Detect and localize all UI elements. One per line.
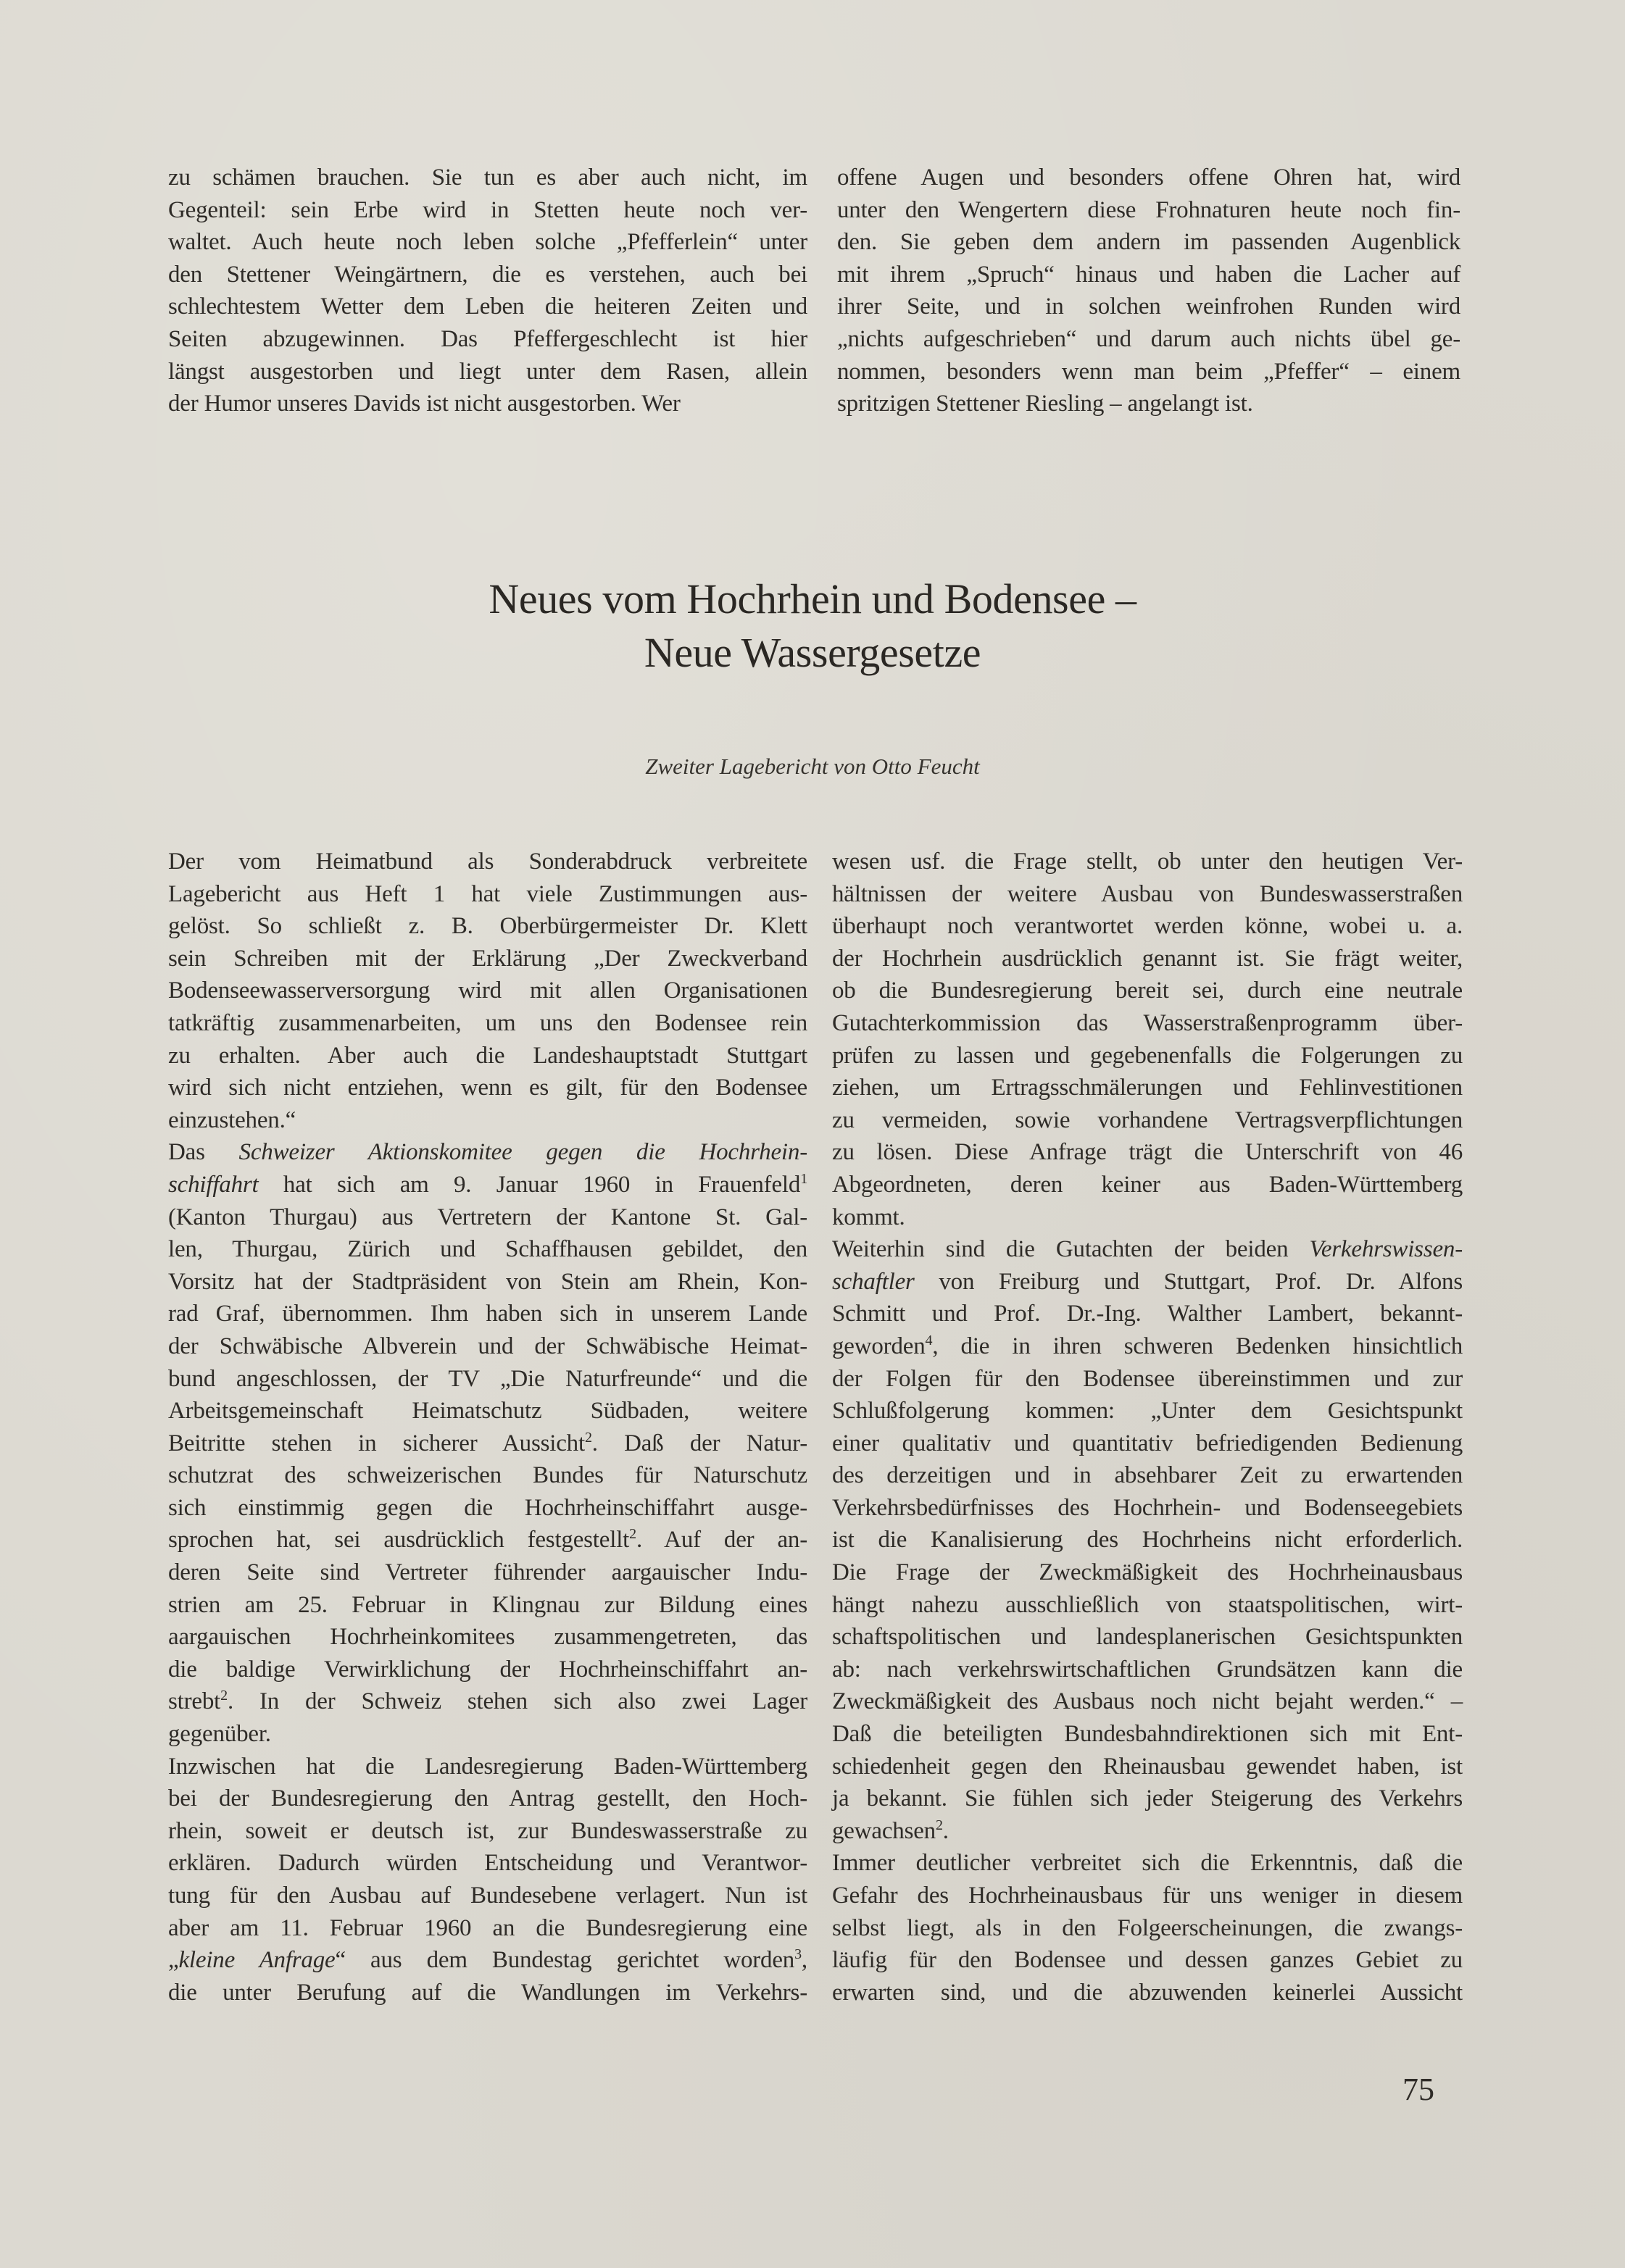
italic-term: schaftler	[832, 1268, 915, 1295]
text-line: schutzrat des schweizerischen Bundes für Naturschutz	[168, 1462, 807, 1489]
text-line: kommt.	[832, 1204, 905, 1230]
text-line: den Stettener Weingärtnern, die es verstehen, auch bei	[168, 261, 807, 288]
text-line: selbst liegt, als in den Folgeerscheinungen, die zwangs-	[832, 1914, 1463, 1941]
text-line: läufig für den Bodensee und dessen ganzes Gebiet zu	[832, 1947, 1463, 1974]
text-line: sein Schreiben mit der Erklärung „Der Zweckverband	[168, 945, 807, 972]
text-line: schiedenheit gegen den Rheinausbau gewendet haben, ist	[832, 1753, 1463, 1780]
italic-term: Verkehrswissen-	[1309, 1236, 1463, 1263]
text-line: Inzwischen hat die Landesregierung Baden-Württemberg	[168, 1753, 807, 1780]
text-line: der Hochrhein ausdrücklich genannt ist. Sie frägt weiter,	[832, 945, 1463, 972]
text-line: unter den Wengertern diese Frohnaturen heute noch fin-	[837, 196, 1460, 223]
text-line: ihrer Seite, und in solchen weinfrohen Runden wird	[837, 293, 1460, 320]
text-line: längst ausgestorben und liegt unter dem Rasen, allein	[168, 358, 807, 385]
text-line: ja bekannt. Sie fühlen sich jeder Steigerung des Verkehrs	[832, 1785, 1463, 1812]
text-line: offene Augen und besonders offene Ohren hat, wird	[837, 164, 1460, 191]
text-line: erwarten sind, und die abzuwenden keinerlei Aussicht	[832, 1979, 1463, 2006]
italic-term: kleine Anfrage	[178, 1947, 336, 1974]
footnote-marker: 2	[935, 1817, 943, 1833]
text-line: des derzeitigen und in absehbarer Zeit zu erwartenden	[832, 1462, 1463, 1489]
text-line: der Folgen für den Bodensee übereinstimmen und zur	[832, 1365, 1463, 1392]
text-line: strebt$^2$. In der Schweiz stehen sich also zwei Lager	[168, 1688, 807, 1715]
text-line: Schmitt und Prof. Dr.-Ing. Walther Lambert, bekannt-	[832, 1301, 1463, 1327]
text-line: Lagebericht aus Heft 1 hat viele Zustimmungen aus-	[168, 880, 807, 907]
text-line: bund angeschlossen, der TV „Die Naturfreunde“ und die	[168, 1365, 807, 1392]
article-title-line-1: Neues vom Hochrhein und Bodensee –	[489, 575, 1136, 622]
text-line: „nichts aufgeschrieben“ und darum auch nichts übel ge-	[837, 325, 1460, 352]
text-line: strien am 25. Februar in Klingnau zur Bildung eines	[168, 1591, 807, 1618]
text-line: wesen usf. die Frage stellt, ob unter den heutigen Ver-	[832, 849, 1463, 875]
text-line: ab: nach verkehrswirtschaftlichen Grundsätzen kann die	[832, 1656, 1463, 1683]
text-line: mit ihrem „Spruch“ hinaus und haben die Lacher auf	[837, 261, 1460, 288]
text-line: Gutachterkommission das Wasserstraßenprogramm über-	[832, 1009, 1463, 1036]
text-line: Daß die beteiligten Bundesbahndirektionen sich mit Ent-	[832, 1721, 1463, 1748]
text-line: waltet. Auch heute noch leben solche „Pfefferlein“ unter	[168, 229, 807, 256]
text-line: der Humor unseres Davids ist nicht ausgestorben. Wer	[168, 391, 681, 417]
text-line: den. Sie geben dem andern im passenden Augenblick	[837, 229, 1460, 256]
text-line: deren Seite sind Vertreter führender aargauischer Indu-	[168, 1559, 807, 1586]
text-line: wird sich nicht entziehen, wenn es gilt, für den Bodensee	[168, 1075, 807, 1101]
text-line: schlechtestem Wetter dem Leben die heiteren Zeiten und	[168, 293, 807, 320]
text-line: Die Frage der Zweckmäßigkeit des Hochrheinausbaus	[832, 1559, 1463, 1586]
text-line: ziehen, um Ertragsschmälerungen und Fehlinvestitionen	[832, 1075, 1463, 1101]
text-line: bei der Bundesregierung den Antrag gestellt, den Hoch-	[168, 1785, 807, 1812]
text-line: rad Graf, übernommen. Ihm haben sich in unserem Lande	[168, 1301, 807, 1327]
text-line: zu erhalten. Aber auch die Landeshauptstadt Stuttgart	[168, 1042, 807, 1069]
italic-term: Schweizer Aktionskomitee gegen die Hochrhein-	[238, 1139, 807, 1166]
text-line: Der vom Heimatbund als Sonderabdruck verbreitete	[168, 849, 807, 875]
text-line: ist die Kanalisierung des Hochrheins nicht erforderlich.	[832, 1527, 1463, 1554]
text-line: einer qualitativ und quantitativ befriedigenden Bedienung	[832, 1430, 1463, 1456]
previous-article-right-column	[837, 162, 1460, 420]
text-line: Zweckmäßigkeit des Ausbaus noch nicht bejaht werden.“ –	[832, 1688, 1463, 1715]
text-line: Immer deutlicher verbreitet sich die Erkenntnis, daß die	[832, 1850, 1463, 1877]
text-line: Abgeordneten, deren keiner aus Baden-Württemberg	[832, 1171, 1463, 1198]
text-line: ob die Bundesregierung bereit sei, durch eine neutrale	[832, 977, 1463, 1004]
text-line: schiffahrt hat sich am 9. Januar 1960 in Frauenfeld$^1$	[168, 1170, 807, 1198]
text-line: Das Schweizer Aktionskomitee gegen die Hochrhein-	[168, 1139, 807, 1166]
text-line: „kleine Anfrage“ aus dem Bundestag gerichtet worden$^3$,	[168, 1946, 807, 1974]
text-line: sprochen hat, sei ausdrücklich festgestellt$^2$. Auf der an-	[168, 1526, 807, 1554]
text-line: Seiten abzugewinnen. Das Pfeffergeschlecht ist hier	[168, 325, 807, 352]
text-line: Schlußfolgerung kommen: „Unter dem Gesichtspunkt	[832, 1398, 1463, 1425]
text-line: spritzigen Stettener Riesling – angelangt ist.	[837, 391, 1253, 417]
text-line: aargauischen Hochrheinkomitees zusammengetreten, das	[168, 1624, 807, 1651]
text-line: erklären. Dadurch würden Entscheidung und Verantwor-	[168, 1850, 807, 1877]
text-line: prüfen zu lassen und gegebenenfalls die Folgerungen zu	[832, 1042, 1463, 1069]
footnote-marker: 4	[925, 1332, 933, 1348]
article-byline: Zweiter Lagebericht von Otto Feucht	[645, 754, 980, 779]
text-line: Bodenseewasserversorgung wird mit allen Organisationen	[168, 977, 807, 1004]
text-line: gelöst. So schließt z. B. Oberbürgermeister Dr. Klett	[168, 913, 807, 940]
text-line: rhein, soweit er deutsch ist, zur Bundeswasserstraße zu	[168, 1817, 807, 1844]
text-line: (Kanton Thurgau) aus Vertretern der Kantone St. Gal-	[168, 1204, 807, 1230]
text-line: hängt nahezu ausschließlich von staatspolitischen, wirt-	[832, 1591, 1463, 1618]
text-line: einzustehen.“	[168, 1106, 296, 1133]
text-line: Verkehrsbedürfnisses des Hochrhein- und Bodenseegebiets	[832, 1494, 1463, 1521]
text-line: len, Thurgau, Zürich und Schaffhausen gebildet, den	[168, 1236, 807, 1263]
text-line: überhaupt noch verantwortet werden könne, wobei u. a.	[832, 913, 1463, 940]
previous-article-left-column	[168, 162, 807, 420]
page-number: 75	[1402, 2072, 1434, 2107]
text-line: der Schwäbische Albverein und der Schwäbische Heimat-	[168, 1333, 807, 1359]
footnote-marker: 3	[794, 1946, 802, 1963]
text-line: Vorsitz hat der Stadtpräsident von Stein am Rhein, Kon-	[168, 1268, 807, 1295]
text-line: schaftler von Freiburg und Stuttgart, Prof. Dr. Alfons	[832, 1268, 1463, 1295]
article-title	[0, 572, 1625, 680]
text-line: zu vermeiden, sowie vorhandene Vertragsverpflichtungen	[832, 1106, 1463, 1133]
text-line: tung für den Ausbau auf Bundesebene verlagert. Nun ist	[168, 1883, 807, 1909]
text-line: Arbeitsgemeinschaft Heimatschutz Südbaden, weitere	[168, 1398, 807, 1425]
text-line: Gegenteil: sein Erbe wird in Stetten heute noch ver-	[168, 196, 807, 223]
text-line: die unter Berufung auf die Wandlungen im Verkehrs-	[168, 1979, 807, 2006]
text-line: gewachsen$^2$.	[832, 1817, 949, 1844]
article-right-column	[832, 846, 1463, 2009]
article-title-line-2: Neue Wassergesetze	[644, 629, 981, 676]
footnote-marker: 1	[800, 1170, 807, 1187]
article-left-column	[168, 846, 807, 2009]
text-line: aber am 11. Februar 1960 an die Bundesregierung eine	[168, 1914, 807, 1941]
text-line: tatkräftig zusammenarbeiten, um uns den Bodensee rein	[168, 1009, 807, 1036]
text-line: schaftspolitischen und landesplanerischen Gesichtspunkten	[832, 1624, 1463, 1651]
text-line: sich einstimmig gegen die Hochrheinschiffahrt ausge-	[168, 1494, 807, 1521]
text-line: gegenüber.	[168, 1721, 271, 1748]
text-line: nommen, besonders wenn man beim „Pfeffer“ – einem	[837, 358, 1460, 385]
footnote-marker: 2	[584, 1429, 592, 1446]
text-line: zu lösen. Diese Anfrage trägt die Unterschrift von 46	[832, 1139, 1463, 1166]
text-line: geworden$^4$, die in ihren schweren Bedenken hinsichtlich	[832, 1332, 1463, 1359]
text-line: Beitritte stehen in sicherer Aussicht$^2$. Daß der Natur-	[168, 1429, 807, 1456]
text-line: Gefahr des Hochrheinausbaus für uns weniger in diesem	[832, 1883, 1463, 1909]
footnote-marker: 2	[629, 1526, 636, 1543]
text-line: die baldige Verwirklichung der Hochrheinschiffahrt an-	[168, 1656, 807, 1683]
text-line: Weiterhin sind die Gutachten der beiden Verkehrswissen-	[832, 1236, 1463, 1263]
footnote-marker: 2	[220, 1688, 228, 1704]
text-line: hältnissen der weitere Ausbau von Bundeswasserstraßen	[832, 880, 1463, 907]
italic-term: schiffahrt	[168, 1171, 259, 1198]
text-line: zu schämen brauchen. Sie tun es aber auch nicht, im	[168, 164, 807, 191]
